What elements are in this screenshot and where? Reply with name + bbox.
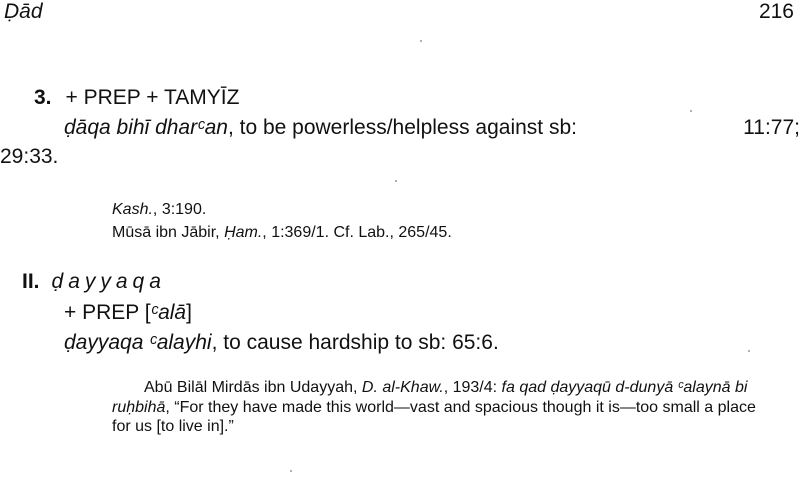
stem-number: II. — [22, 270, 40, 293]
running-head-title: Ḍād — [4, 0, 43, 23]
quote-author: Abū Bilāl Mirdās ibn Udayyah, — [144, 379, 362, 396]
reference-location: , 1:369/1. Cf. Lab., 265/45. — [262, 224, 452, 241]
scan-speck — [420, 40, 422, 42]
stem-form: ḍayyaqa — [51, 270, 166, 293]
prep-suffix: ] — [186, 301, 192, 324]
entry-definition: , to be powerless/helpless against sb: — [227, 116, 577, 139]
definition-text: , to cause hardship to sb: 65:6. — [211, 331, 499, 354]
entry-reference-continued: 29:33. — [0, 145, 59, 168]
stem-definition — [64, 331, 499, 355]
quote-source: D. al-Khaw. — [361, 379, 444, 396]
section-heading — [34, 86, 239, 110]
scan-speck — [395, 180, 397, 182]
reference-line-2 — [112, 224, 452, 242]
entry-line-1 — [64, 116, 800, 140]
reference-location: , 3:190. — [152, 201, 207, 218]
section-heading-text: + PREP + TAMYĪZ — [65, 86, 240, 109]
prep-term: ᶜalā — [150, 301, 187, 324]
scan-speck — [748, 350, 750, 352]
stem-heading — [22, 270, 166, 294]
definition-term: ḍayyaqa ᶜalayhi — [64, 331, 212, 354]
reference-line-1 — [112, 201, 206, 219]
quote-arabic: fa qad ḍayyaqū d-dunyā ᶜalaynā bi ruḥbihā — [112, 379, 748, 416]
page-number: 216 — [758, 0, 794, 23]
section-number: 3. — [34, 86, 52, 109]
quote-location: , 193/4: — [443, 379, 502, 396]
reference-source: Kash. — [112, 201, 153, 218]
prep-prefix: + PREP [ — [64, 301, 151, 324]
scan-speck — [290, 470, 292, 472]
reference-author: Mūsā ibn Jābir, — [112, 224, 225, 241]
stem-preposition — [64, 301, 192, 325]
scan-speck — [690, 110, 692, 112]
quote-translation: , “For they have made this world—vast and spacious though it is—too small a place for us [to live in].” — [112, 398, 756, 435]
reference-source: Ḥam. — [224, 224, 263, 241]
entry-reference: 11:77; — [743, 116, 800, 139]
entry-term: ḍāqa bihī dharᶜan — [64, 116, 228, 139]
citation-quote — [112, 378, 772, 437]
